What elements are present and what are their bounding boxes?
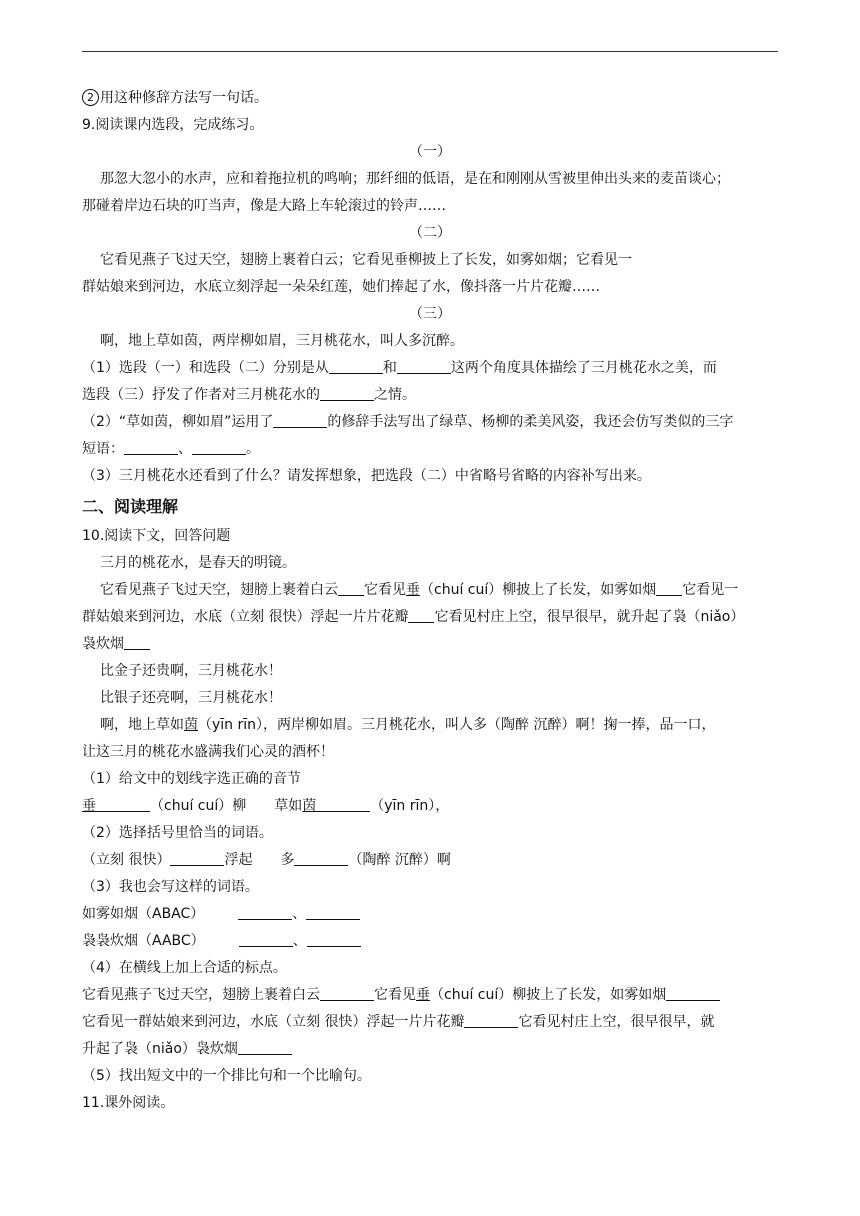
q10-part-2: （2）选择括号里恰当的词语。 [82, 825, 273, 841]
excerpt-1-line-2: 那碰着岸边石块的叮当声，像是大路上车轮滚过的铃声…… [82, 198, 446, 214]
excerpt-2-line-2: 群姑娘来到河边，水底立刻浮起一朵朵红莲，她们捧起了水，像抖落一片片花瓣…… [82, 279, 600, 295]
q9-part-3: （3）三月桃花水还看到了什么？请发挥想象，把选段（二）中省略号省略的内容补写出来。 [82, 468, 651, 484]
underlined-char: 垂 [406, 582, 420, 598]
q10-part-3-abac: 如雾如烟（ABAC） 、 [82, 901, 778, 928]
header-rule [82, 51, 778, 52]
answer-blank[interactable] [124, 440, 178, 455]
answer-blank[interactable] [238, 905, 292, 920]
q10-part-3-aabc: 袅袅炊烟（AABC） 、 [82, 928, 778, 955]
question-10-title: 10.阅读下文，回答问题 [82, 528, 231, 544]
underlined-char: 垂 [416, 987, 430, 1003]
worksheet-page [82, 85, 778, 1117]
punctuation-blank[interactable] [666, 986, 720, 1001]
punctuation-blank[interactable] [338, 581, 364, 596]
q10-part-5: （5）找出短文中的一个排比句和一个比喻句。 [82, 1068, 371, 1084]
question-9-title: 9.阅读课内选段，完成练习。 [82, 117, 264, 133]
answer-blank[interactable] [239, 932, 293, 947]
circled-number: 2 [82, 89, 99, 106]
q8-subquestion-2: 2 用这种修辞方法写一句话。 [82, 85, 778, 112]
q9-part-2-line-2: 短语： 、 。 [82, 441, 260, 457]
passage-para-4: 比银子还亮啊，三月桃花水！ [100, 690, 282, 706]
q10-part-3: （3）我也会写这样的词语。 [82, 879, 259, 895]
underlined-char: 茵 [302, 798, 317, 814]
section-2-heading: 二、阅读理解 [82, 497, 179, 516]
punctuation-blank[interactable] [238, 1040, 292, 1055]
punctuation-blank[interactable] [124, 635, 150, 650]
answer-blank[interactable] [96, 797, 150, 812]
underlined-char: 垂 [82, 798, 96, 814]
excerpt-1-line-1: 那忽大忽小的水声，应和着拖拉机的鸣响；那纤细的低语，是在和刚刚从雪被里伸出头来的麦苗谈心； [100, 171, 730, 187]
passage-para-5-line-1: 啊，地上草如茵（yīn rīn），两岸柳如眉。三月桃花水，叫人多（陶醉 沉醉）啊！掬一捧，品一口， [100, 717, 716, 733]
passage-para-1: 三月的桃花水，是春天的明镜。 [100, 555, 296, 571]
excerpt-3-line-1: 啊，地上草如茵，两岸柳如眉，三月桃花水，叫人多沉醉。 [100, 333, 464, 349]
underlined-char: 茵 [184, 717, 198, 733]
excerpt-2-heading: （二） [409, 225, 451, 241]
answer-blank[interactable] [329, 359, 383, 374]
answer-blank[interactable] [192, 440, 246, 455]
answer-blank[interactable] [306, 905, 360, 920]
answer-blank[interactable] [397, 359, 451, 374]
passage-para-5-line-2: 让这三月的桃花水盛满我们心灵的酒杯！ [82, 744, 334, 760]
excerpt-2-line-1: 它看见燕子飞过天空，翅膀上裹着白云；它看见垂柳披上了长发，如雾如烟；它看见一 [100, 252, 632, 268]
answer-blank[interactable] [170, 851, 224, 866]
punctuation-blank[interactable] [320, 986, 374, 1001]
excerpt-1-heading: （一） [409, 144, 451, 160]
q10-part-1: （1）给文中的划线字选正确的音节 [82, 771, 301, 787]
passage-para-2-line-2: 群姑娘来到河边，水底（立刻 很快）浮起一片片花瓣 它看见村庄上空，很早很早，就升起了袅（niǎo） [82, 609, 745, 625]
punctuation-blank[interactable] [408, 608, 434, 623]
q9-part-1-line-2: 选段（三）抒发了作者对三月桃花水的 之情。 [82, 387, 416, 403]
answer-blank[interactable] [294, 851, 348, 866]
q10-part-2-answers: （立刻 很快） 浮起 多 （陶醉 沉醉）啊 [82, 852, 451, 868]
punctuation-blank[interactable] [656, 581, 682, 596]
q10-part-4-line-2: 它看见一群姑娘来到河边，水底（立刻 很快）浮起一片片花瓣 它看见村庄上空，很早很早，就 [82, 1014, 715, 1030]
passage-para-3: 比金子还贵啊，三月桃花水！ [100, 663, 282, 679]
punctuation-blank[interactable] [464, 1013, 518, 1028]
q9-part-2-line-1: （2）“草如茵，柳如眉”运用了 的修辞手法写出了绿草、杨柳的柔美风姿，我还会仿写类似的三字 [82, 414, 734, 430]
passage-para-2-line-3: 袅炊烟 [82, 631, 778, 658]
q10-part-4-line-3: 升起了袅（niǎo）袅炊烟 [82, 1036, 778, 1063]
answer-blank[interactable] [316, 797, 370, 812]
answer-blank[interactable] [273, 413, 327, 428]
excerpt-3-heading: （三） [409, 306, 451, 322]
q10-part-1-answers: 垂 （chuí cuí）柳 草如茵 （yīn rīn）， [82, 798, 450, 814]
q9-part-1-line-1: （1）选段（一）和选段（二）分别是从 和 这两个角度具体描绘了三月桃花水之美，而 [82, 360, 717, 376]
q10-part-4: （4）在横线上加上合适的标点。 [82, 960, 287, 976]
q10-part-4-line-1: 它看见燕子飞过天空，翅膀上裹着白云 它看见垂（chuí cuí）柳披上了长发，如雾如烟 [82, 982, 778, 1009]
passage-para-2-line-1: 它看见燕子飞过天空，翅膀上裹着白云 它看见垂（chuí cuí）柳披上了长发，如雾如烟 它看见一 [100, 582, 739, 598]
answer-blank[interactable] [320, 386, 374, 401]
question-11-title: 11.课外阅读。 [82, 1095, 175, 1111]
answer-blank[interactable] [307, 932, 361, 947]
